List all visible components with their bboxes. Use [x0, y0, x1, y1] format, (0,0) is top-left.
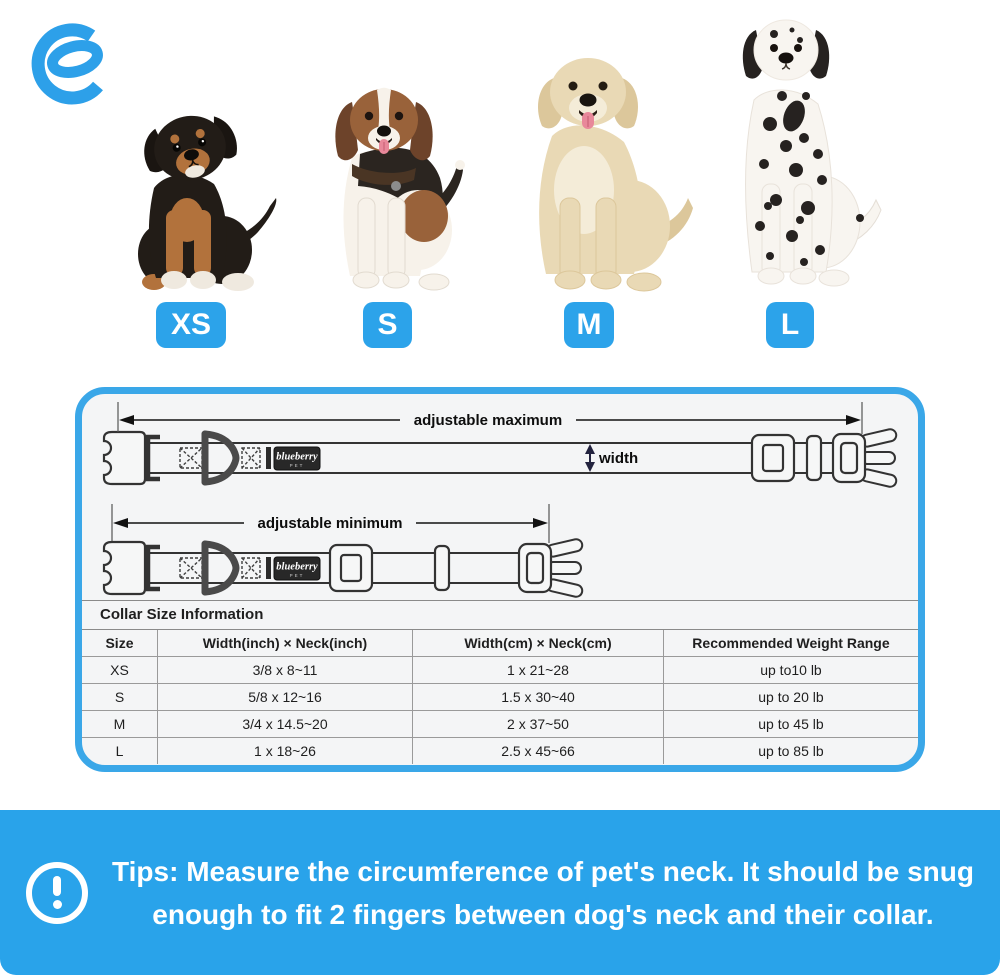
collar-diagram: blueberry PET adjustable maximum width adjustable minimum	[82, 394, 918, 600]
width-arrow	[585, 444, 638, 472]
table-header-cell: Width(inch) × Neck(inch)	[157, 630, 412, 656]
collar-size-table	[82, 600, 918, 764]
blueberry-e-logo-icon	[30, 18, 122, 114]
table-header-cell: Recommended Weight Range	[663, 630, 918, 656]
table-cell: up to 20 lb	[663, 684, 918, 710]
tips-text	[112, 850, 974, 936]
table-cell: XS	[110, 662, 129, 678]
collar-minimum-illustration	[104, 538, 583, 598]
dog-illustration-golden-retriever	[496, 30, 696, 292]
table-cell: 1 x 18~26	[157, 738, 412, 764]
table-row	[82, 711, 918, 738]
dog-illustration-dalmatian	[700, 4, 885, 292]
table-cell: 1 x 21~28	[412, 657, 663, 683]
table-header-cell: Size	[105, 635, 134, 651]
table-cell: up to 45 lb	[663, 711, 918, 737]
table-header-cell: Width(cm) × Neck(cm)	[412, 630, 663, 656]
adjustable-minimum-arrow	[112, 504, 549, 543]
adjustable-minimum-label: adjustable minimum	[257, 515, 403, 532]
collar-maximum-illustration	[104, 428, 897, 488]
table-cell: up to10 lb	[663, 657, 918, 683]
adjustable-maximum-arrow	[118, 402, 862, 434]
tips-line-2: enough to fit 2 fingers between dog's neck and their collar.	[152, 898, 934, 930]
table-row	[82, 684, 918, 711]
table-cell: 2.5 x 45~66	[412, 738, 663, 764]
width-label: width	[599, 450, 639, 467]
table-title: Collar Size Information	[82, 601, 918, 630]
table-cell: 3/4 x 14.5~20	[157, 711, 412, 737]
size-badge-s: S	[363, 302, 412, 348]
size-badge-xs: XS	[156, 302, 226, 348]
size-badge-m: M	[564, 302, 614, 348]
table-row	[82, 738, 918, 764]
table-cell: 3/8 x 8~11	[157, 657, 412, 683]
table-cell: M	[113, 716, 126, 732]
tips-line-1: Tips: Measure the circumference of pet's neck. It should be snug	[112, 855, 974, 887]
adjustable-maximum-label: adjustable maximum	[413, 412, 563, 429]
dog-illustration-black-tan-puppy	[110, 92, 280, 292]
table-row	[82, 657, 918, 684]
table-cell: up to 85 lb	[663, 738, 918, 764]
dog-illustration-beagle	[300, 58, 480, 293]
table-cell: 2 x 37~50	[412, 711, 663, 737]
table-cell: L	[115, 743, 124, 759]
exclamation-circle-icon	[26, 862, 88, 924]
table-cell: 1.5 x 30~40	[412, 684, 663, 710]
table-cell: 5/8 x 12~16	[157, 684, 412, 710]
tips-banner	[0, 810, 1000, 975]
table-cell: S	[114, 689, 125, 705]
size-badge-l: L	[766, 302, 814, 348]
table-header-row	[82, 630, 918, 657]
collar-sizing-panel	[75, 387, 925, 772]
